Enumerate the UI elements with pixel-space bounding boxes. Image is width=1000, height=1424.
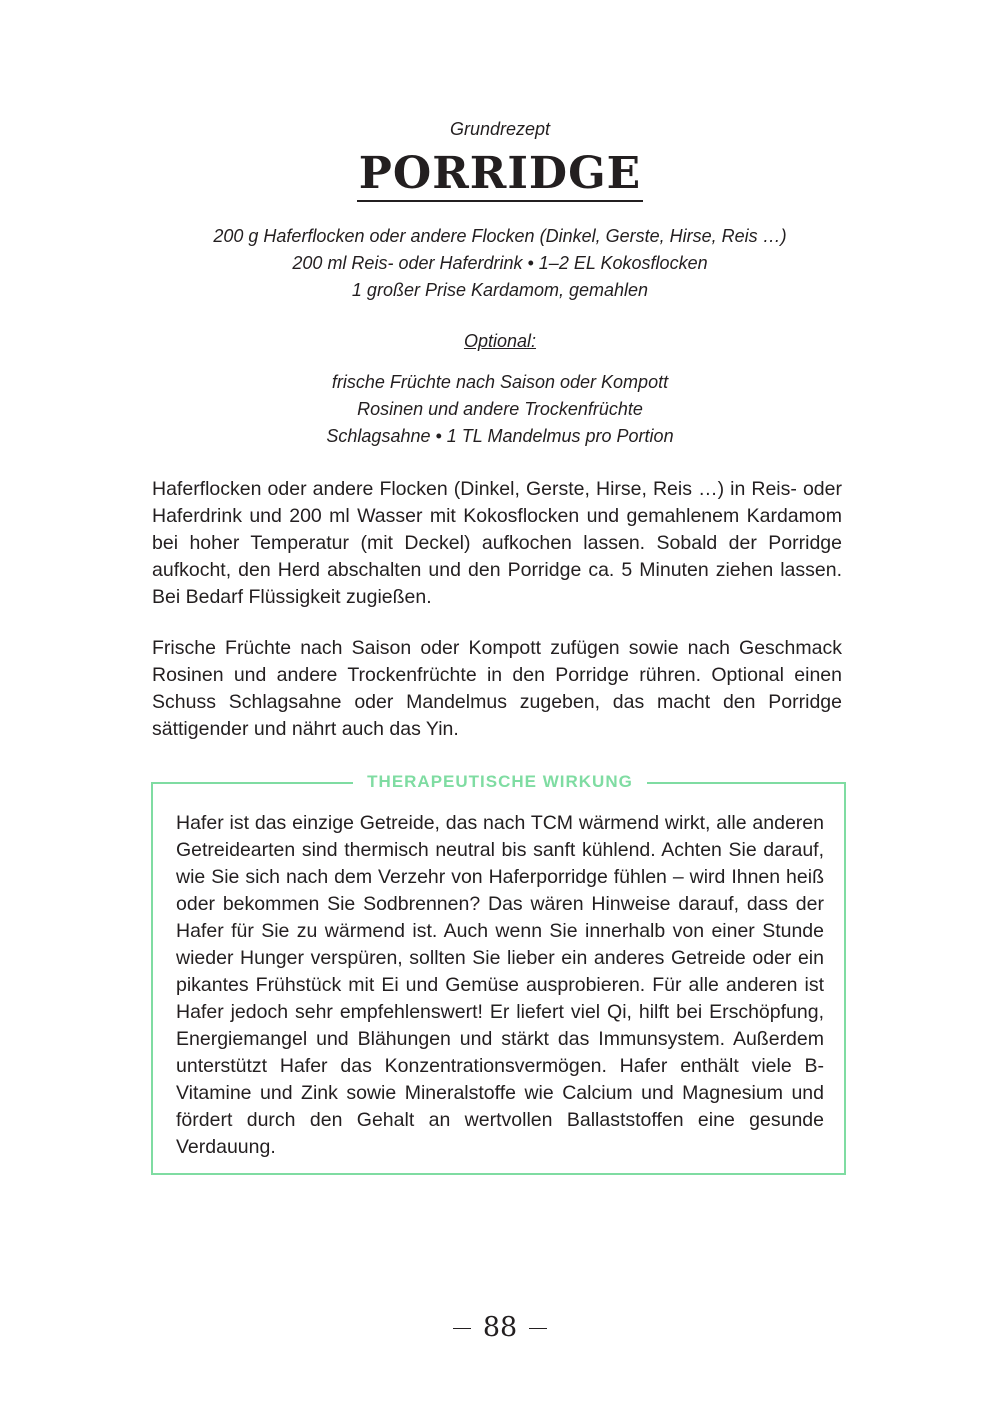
- recipe-title: [0, 147, 1000, 201]
- recipe-title-text: PORRIDGE: [357, 148, 643, 202]
- optional-item: frische Früchte nach Saison oder Kompott: [331, 372, 669, 392]
- therapeutic-text: Hafer ist das einzige Getreide, das nach TCM wärmend wirkt, alle anderen Getreidearten sind thermisch neutral bis sanft kühlend. Achten Sie darauf, wie Sie sich nach dem Verzehr von Haferporridge fühlen – wird Ihnen heiß oder bekommen Sie Sodbrennen? Das wären Hinweise darauf, dass der Hafer für Sie zu wärmend ist. Auch wenn Sie innerhalb von einer Stunde wieder Hunger verspüren, sollten Sie lieber ein anderes Getreide oder ein pikantes Frühstück mit Ei und Gemüse ausprobieren. Für alle anderen ist Hafer jedoch sehr empfehlenswert! Er liefert viel Qi, hilft bei Erschöpfung, Energiemangel und Blähungen und stärkt das Immunsystem. Außerdem unterstützt Hafer das Konzentrationsvermögen. Hafer enthält viele B-Vitamine und Zink sowie Mineralstoffe wie Calcium und Magnesium und fördert durch den Gehalt an wertvollen Ballaststoffen eine gesunde Verdauung.: [176, 812, 824, 1158]
- ingredient-line: 1 großer Prise Kardamom, gemahlen: [351, 280, 649, 300]
- therapeutic-heading: [0, 771, 1000, 793]
- ingredients-list: [0, 223, 1000, 304]
- ingredient-line: 200 g Haferflocken oder andere Flocken (Dinkel, Gerste, Hirse, Reis …): [213, 226, 787, 246]
- therapeutic-heading-text: THERAPEUTISCHE WIRKUNG: [353, 772, 647, 791]
- instruction-paragraph-2: [152, 635, 842, 743]
- optional-list: [0, 369, 1000, 450]
- page-number-text: 88: [482, 1312, 518, 1343]
- optional-item: Rosinen und andere Trockenfrüchte: [357, 399, 643, 419]
- instruction-paragraph-1: [152, 476, 842, 611]
- recipe-kicker: Grundrezept: [449, 119, 551, 139]
- instruction-text: Frische Früchte nach Saison oder Kompott zufügen sowie nach Geschmack Rosinen und andere Trockenfrüchte in den Porridge rühren. Optional einen Schuss Schlagsahne oder Mandelmus zugeben, das macht den Porridge sättigender und nährt auch das Yin.: [152, 637, 842, 740]
- ingredient-line: 200 ml Reis- oder Haferdrink • 1–2 EL Kokosflocken: [292, 253, 708, 273]
- page-number-dash-left: [453, 1328, 471, 1329]
- optional-label: Optional:: [463, 331, 537, 351]
- instruction-text: Haferflocken oder andere Flocken (Dinkel, Gerste, Hirse, Reis …) in Reis- oder Haferdrink und 200 ml Wasser mit Kokosflocken und gemahlenem Kardamom bei hoher Temperatur (mit Deckel) aufkochen lassen. Sobald der Porridge aufkocht, den Herd abschalten und den Porridge ca. 5 Minuten ziehen lassen. Bei Bedarf Flüssigkeit zugießen.: [152, 478, 842, 608]
- optional-item: Schlagsahne • 1 TL Mandelmus pro Portion: [326, 426, 674, 446]
- page-number-dash-right: [529, 1328, 547, 1329]
- page-number: [0, 1310, 1000, 1346]
